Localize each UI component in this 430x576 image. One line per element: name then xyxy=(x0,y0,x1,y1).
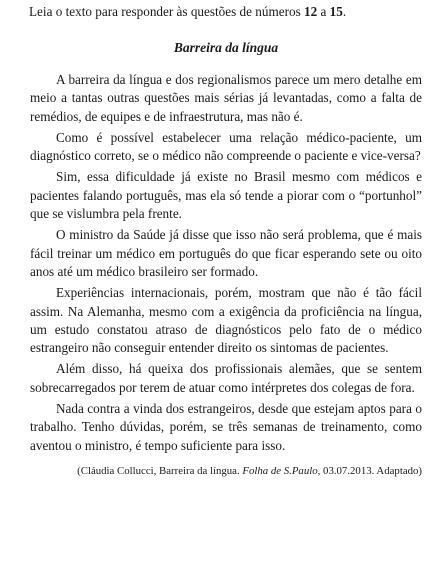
article-title: Barreira da língua xyxy=(173,40,279,55)
instruction-suffix: . xyxy=(342,4,347,19)
article-paragraph-6: Além disso, há queixa dos profissionais alemães, que se sentem sobrecarregados por terem de atuar como intérpretes dos colegas de fora. xyxy=(30,361,422,395)
article-paragraph-7: Nada contra a vinda dos estrangeiros, desde que estejam aptos para o trabalho. Tenho dúvidas, porém, se três semanas de treinamento, como aventou o ministro, é tempo suficiente para isso. xyxy=(30,401,422,453)
article-paragraph-5: Experiências internacionais, porém, mostram que não é tão fácil assim. Na Alemanha, mesmo com a exigência da proficiência na língua, um estudo constatou atraso de diagnósticos pelo fato de o médico estrangeiro não conseguir entender direito os sintomas de pacientes. xyxy=(30,285,422,356)
source-date-note: , 03.07.2013. Adaptado) xyxy=(317,464,422,477)
article-paragraph-3: Sim, essa dificuldade já existe no Brasil mesmo com médicos e pacientes falando português, mas ela só tende a piorar com o “portunhol” que se vislumbra pela frente. xyxy=(30,169,422,222)
article-paragraph-1: A barreira da língua e dos regionalismos parece um mero detalhe em meio a tantas outras questões mais sérias já levantadas, como a falta de remédios, de equipes e de infraestrutura, mas não é. xyxy=(30,72,422,124)
article-body xyxy=(30,71,422,455)
instruction-connector: a xyxy=(317,4,330,19)
source-author-title: (Cláudia Collucci, Barreira da língua. xyxy=(77,464,243,477)
instruction-line xyxy=(29,3,422,21)
question-number-start: 12 xyxy=(304,4,318,19)
article-paragraph-4: O ministro da Saúde já disse que isso não será problema, que é mais fácil treinar um médico em português do que ficar esperando sete ou oito anos até um médico brasileiro ser formado. xyxy=(30,227,422,279)
instruction-text: Leia o texto para responder às questões de números xyxy=(29,4,305,19)
source-publication: Folha de S.Paulo xyxy=(242,464,318,477)
article-paragraph-2: Como é possível estabelecer uma relação médico-paciente, um diagnóstico correto, se o médico não compreende o paciente e vice-versa? xyxy=(30,129,422,164)
question-number-end: 15 xyxy=(329,4,343,19)
source-citation xyxy=(30,463,422,479)
